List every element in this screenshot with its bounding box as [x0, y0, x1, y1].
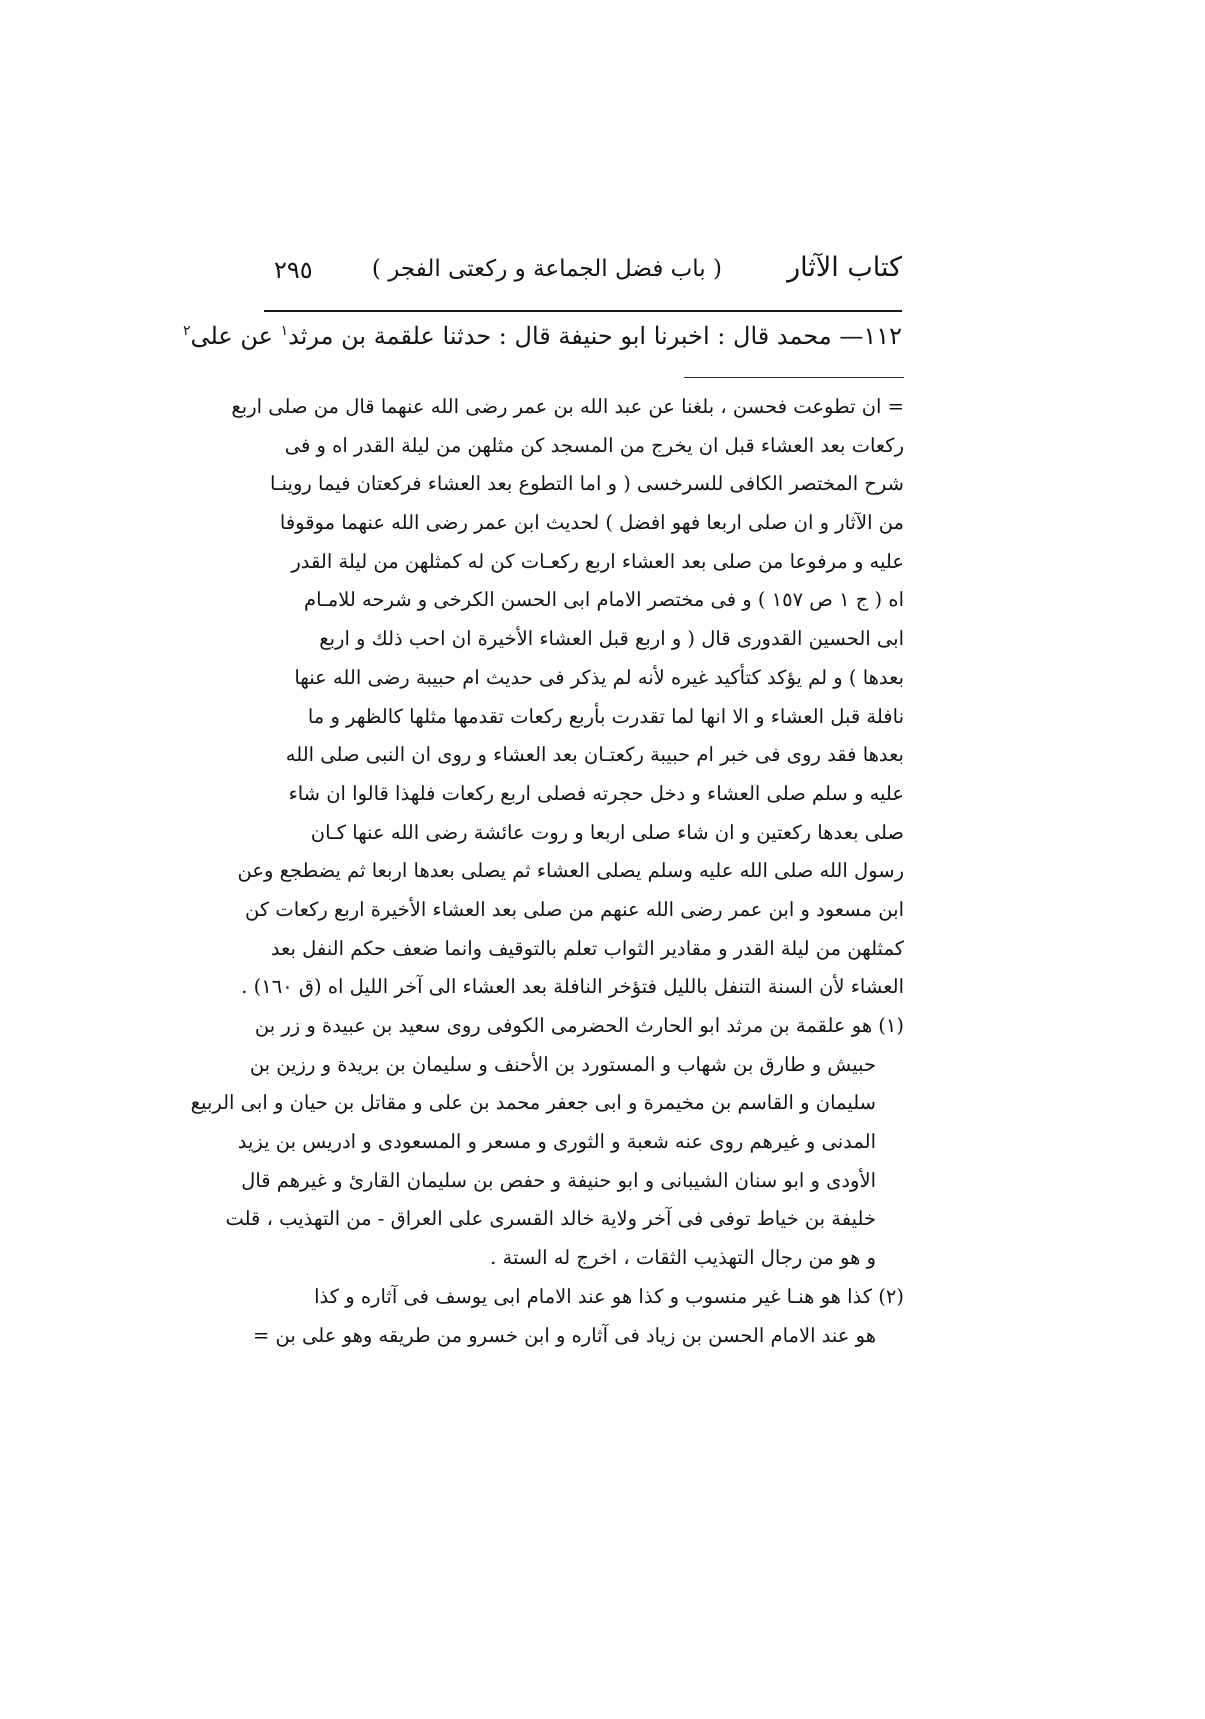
- footnote-line: شرح المختصر الكافى للسرخسى ( و اما التطوع بعد العشاء فركعتان فيما روينـا: [270, 472, 904, 496]
- footnote-line: ابن مسعود و ابن عمر رضى الله عنهم من صلى بعد العشاء الأخيرة اربع ركعات كن: [245, 897, 904, 921]
- footnote-ref-2: ٢: [182, 323, 191, 339]
- footnote-line: = ان تطوعت فحسن ، بلغنا عن عبد الله بن عمر رضى الله عنهما قال من صلى اربع: [231, 395, 904, 418]
- footnote-line: ركعات بعد العشاء قبل ان يخرج من المسجد كن مثلهن من ليلة القدر اه و فى: [284, 433, 904, 457]
- hadith-number: ١١٢: [863, 322, 902, 350]
- footnote-line: هو عند الامام الحسن بن زياد فى آثاره و ابن خسرو من طريقه وهو على بن =: [253, 1323, 876, 1347]
- footnote-2-start: (٢) كذا هو هنـا غير منسوب و كذا هو عند الامام ابى يوسف فى آثاره و كذا: [314, 1284, 904, 1308]
- hadith-heading: [182, 322, 902, 350]
- footnote-line: ابى الحسين القدورى قال ( و اربع قبل العشاء الأخيرة ان احب ذلك و اربع: [319, 627, 904, 651]
- footnote-line: المدنى و غيرهم روى عنه شعبة و الثورى و مسعر و المسعودى و ادريس بن يزيد: [237, 1130, 876, 1154]
- footnote-separator: [684, 377, 904, 378]
- page-number: ٢٩٥: [274, 256, 313, 284]
- footnote-line: صلى بعدها ركعتين و ان شاء صلى اربعا و روت عائشة رضى الله عنها كـان: [310, 820, 904, 844]
- chapter-title: ( باب فضل الجماعة و ركعتى الفجر ): [371, 256, 722, 282]
- footnote-line: بعدها فقد روى فى خبر ام حبيبة ركعتـان بعد العشاء و روى ان النبى صلى الله: [285, 743, 904, 767]
- footnote-line: الأودى و ابو سنان الشيبانى و ابو حنيفة و حفص بن سليمان القارئ و غيرهم قال: [241, 1168, 876, 1192]
- footnotes-block: [190, 388, 904, 1355]
- header-rule: [264, 310, 902, 312]
- hadith-text-continued: عن على: [190, 322, 281, 350]
- footnote-line: بعدها ) و لم يؤكد كتأكيد غيره لأنه لم يذكر فى حديث ام حبيبة رضى الله عنها: [294, 665, 904, 689]
- footnote-line: و هو من رجال التهذيب الثقات ، اخرج له الستة .: [490, 1246, 876, 1270]
- footnote-line: عليه و مرفوعا من صلى بعد العشاء اربع ركعـات كن له كمثلهن من ليلة القدر: [291, 549, 904, 573]
- book-title: كتاب الآثار: [787, 252, 902, 283]
- footnote-line: سليمان و القاسم بن مخيمرة و ابى جعفر محمد بن على و مقاتل بن حيان و ابى الربيع: [190, 1091, 876, 1115]
- footnote-ref-1: ١: [280, 323, 289, 339]
- hadith-text: — محمد قال : اخبرنا ابو حنيفة قال : حدثنا علقمة بن مرثد: [288, 322, 864, 350]
- footnote-line: نافلة قبل العشاء و الا انها لما تقدرت بأربع ركعات تقدمها مثلها كالظهر و ما: [307, 704, 904, 728]
- footnote-line: حبيش و طارق بن شهاب و المستورد بن الأحنف و سليمان بن بريدة و رزين بن: [249, 1052, 876, 1076]
- footnote-line: من الآثار و ان صلى اربعا فهو افضل ) لحديث ابن عمر رضى الله عنهما موقوفا: [279, 511, 904, 535]
- footnote-line: رسول الله صلى الله عليه وسلم يصلى العشاء ثم يصلى بعدها اربعا ثم يضطجع وعن: [237, 859, 904, 883]
- footnote-line: العشاء لأن السنة التنفل بالليل فتؤخر النافلة بعد العشاء الى آخر الليل اه (ق ١٦٠) .: [241, 975, 904, 999]
- footnote-line: عليه و سلم صلى العشاء و دخل حجرته فصلى اربع ركعات فلهذا قالوا ان شاء: [288, 781, 904, 805]
- footnote-line: خليفة بن خياط توفى فى آخر ولاية خالد القسرى على العراق - من التهذيب ، قلت: [225, 1207, 876, 1231]
- footnote-1-start: (١) هو علقمة بن مرثد ابو الحارث الحضرمى الكوفى روى سعيد بن عبيدة و زر بن: [254, 1014, 904, 1037]
- footnote-line: كمثلهن من ليلة القدر و مقادير الثواب تعلم بالتوقيف وانما ضعف حكم النفل بعد: [270, 936, 904, 960]
- footnote-line: اه ( ج ١ ص ١٥٧ ) و فى مختصر الامام ابى الحسن الكرخى و شرحه للامـام: [304, 588, 904, 612]
- page-header: [262, 252, 902, 298]
